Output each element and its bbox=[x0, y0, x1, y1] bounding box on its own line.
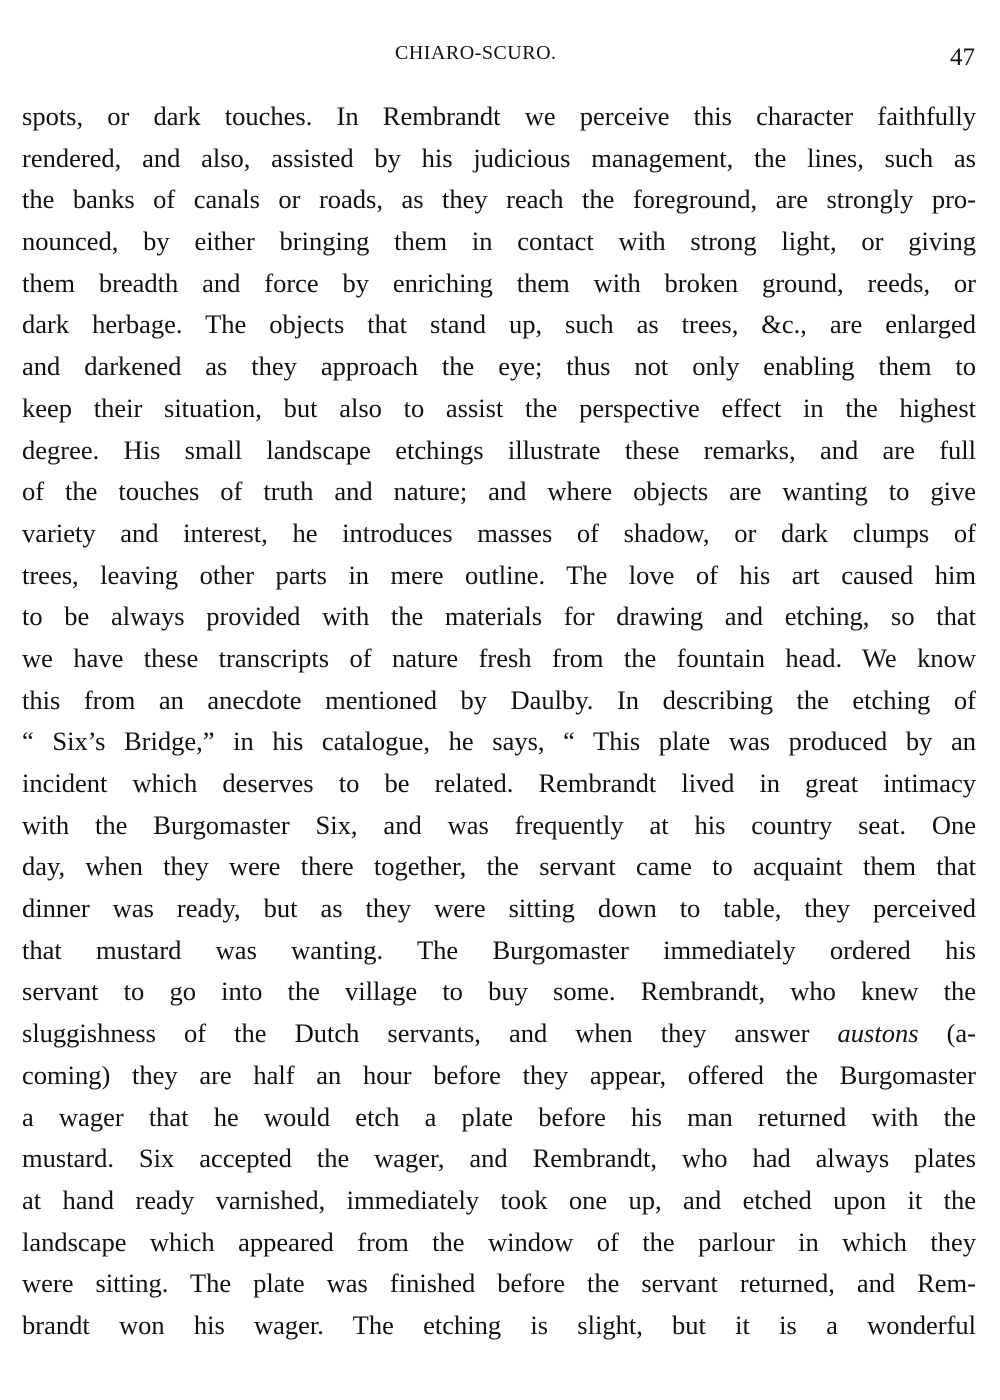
text-line: dinner was ready, but as they were sitting down to table, they perceived bbox=[22, 893, 976, 924]
text-line: at hand ready varnished, immediately took one up, and etched upon it the bbox=[22, 1184, 976, 1215]
text-line: spots, or dark touches. In Rembrandt we perceive this character faithfully bbox=[22, 101, 976, 131]
text-line: “ Six’s Bridge,” in his catalogue, he says, “ This plate was produced by an bbox=[22, 726, 976, 757]
text-line: mustard. Six accepted the wager, and Rembrandt, who had always plates bbox=[22, 1143, 976, 1174]
text-line: degree. His small landscape etchings illustrate these remarks, and are full bbox=[22, 434, 976, 465]
text-line: day, when they were there together, the servant came to acquaint them that bbox=[22, 851, 976, 882]
text-line: keep their situation, but also to assist the perspective effect in the highest bbox=[22, 392, 976, 423]
page-number: 47 bbox=[950, 44, 975, 71]
text-line: trees, leaving other parts in mere outline. The love of his art caused him bbox=[22, 559, 976, 590]
text-line: rendered, and also, assisted by his judicious management, the lines, such as bbox=[22, 142, 976, 173]
text-line-with-italic bbox=[22, 1013, 976, 1055]
text-line: with the Burgomaster Six, and was frequently at his country seat. One bbox=[22, 809, 976, 840]
text-line: of the touches of truth and nature; and where objects are wanting to give bbox=[22, 476, 976, 507]
body-text bbox=[22, 96, 976, 1347]
text-line: that mustard was wanting. The Burgomaster immediately ordered his bbox=[22, 934, 976, 965]
running-title: CHIARO-SCURO. bbox=[395, 42, 557, 64]
text-line: servant to go into the village to buy some. Rembrandt, who knew the bbox=[22, 976, 976, 1007]
text-line: the banks of canals or roads, as they reach the foreground, are strongly pro- bbox=[22, 184, 976, 215]
text-line: were sitting. The plate was finished before the servant returned, and Rem- bbox=[22, 1268, 976, 1299]
text-segment: sluggishness of the Dutch servants, and when they answer bbox=[22, 1018, 810, 1049]
italic-word: austons bbox=[837, 1018, 919, 1049]
text-segment: (a- bbox=[946, 1018, 976, 1049]
text-line: and darkened as they approach the eye; thus not only enabling them to bbox=[22, 351, 976, 382]
text-line: coming) they are half an hour before they appear, offered the Burgomaster bbox=[22, 1059, 976, 1090]
text-line: dark herbage. The objects that stand up, such as trees, &c., are enlarged bbox=[22, 309, 976, 340]
text-line: variety and interest, he introduces masses of shadow, or dark clumps of bbox=[22, 517, 976, 548]
text-line: incident which deserves to be related. Rembrandt lived in great intimacy bbox=[22, 768, 976, 798]
text-line: nounced, by either bringing them in contact with strong light, or giving bbox=[22, 226, 976, 257]
text-line: a wager that he would etch a plate before his man returned with the bbox=[22, 1101, 976, 1132]
text-line: them breadth and force by enriching them with broken ground, reeds, or bbox=[22, 267, 976, 298]
text-line: brandt won his wager. The etching is slight, but it is a wonderful bbox=[22, 1309, 976, 1340]
text-line: this from an anecdote mentioned by Daulby. In describing the etching of bbox=[22, 684, 976, 715]
running-header bbox=[0, 36, 1000, 76]
text-line: to be always provided with the materials for drawing and etching, so that bbox=[22, 601, 976, 632]
text-line: landscape which appeared from the window of the parlour in which they bbox=[22, 1226, 976, 1257]
text-line: we have these transcripts of nature fresh from the fountain head. We know bbox=[22, 642, 976, 673]
